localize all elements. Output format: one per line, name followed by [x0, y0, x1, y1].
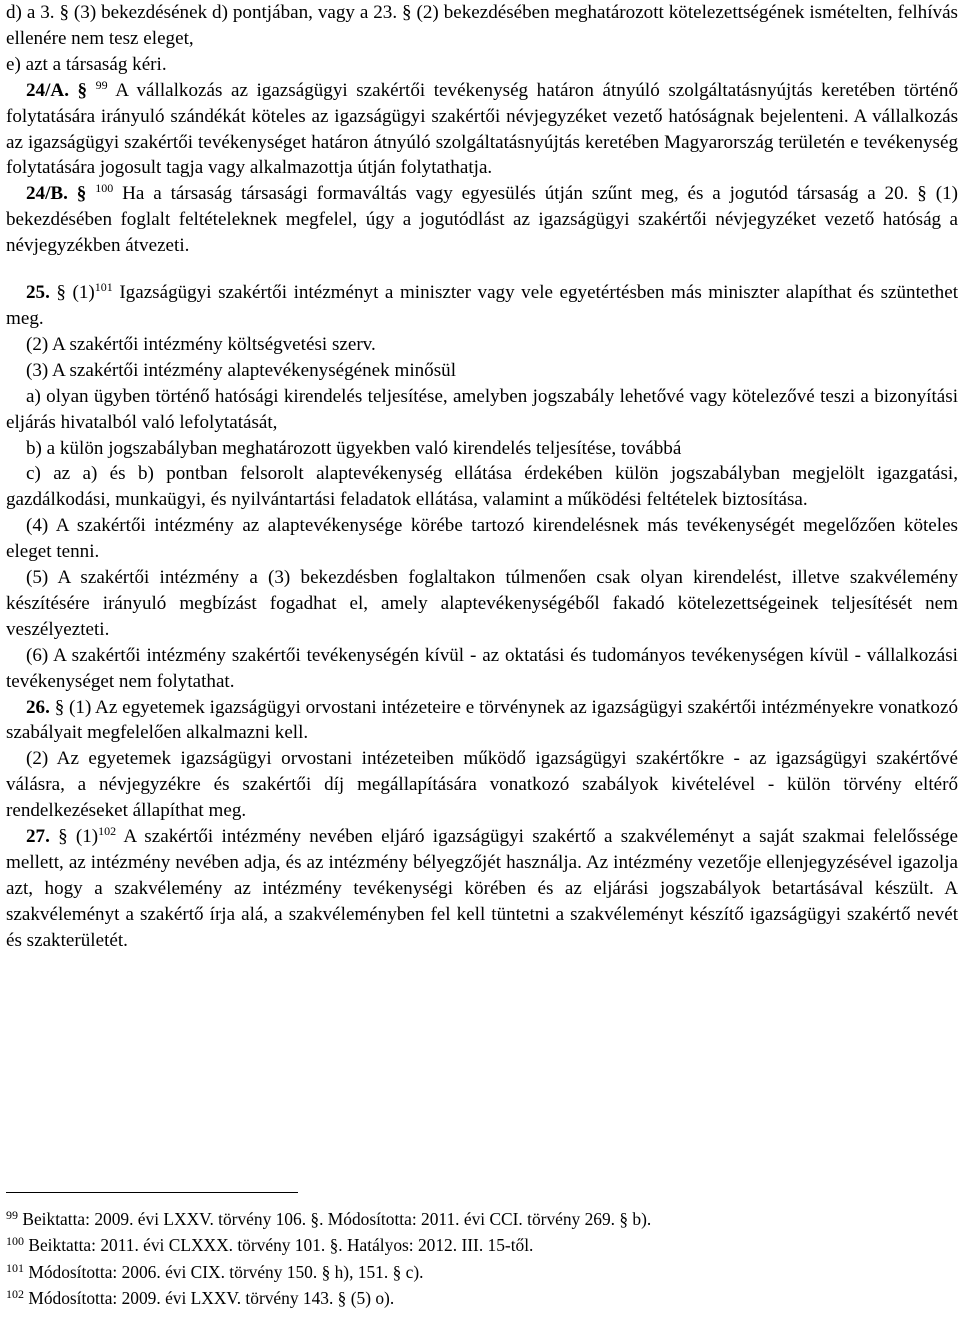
section-sign: §	[77, 79, 88, 101]
footnote-ref-101[interactable]: 101	[94, 280, 113, 295]
footnote-text: Módosította: 2006. évi CIX. törvény 150. § h), 151. § c).	[28, 1261, 424, 1282]
footnote-divider	[6, 1192, 298, 1193]
paragraph-25-3-a	[6, 384, 958, 436]
section-27	[6, 824, 958, 954]
paragraph-26-2	[6, 746, 958, 824]
footnote-99	[6, 1206, 946, 1232]
paragraph-text: (2) A szakértői intézmény költségvetési szerv.	[26, 333, 376, 355]
paragraph-item-e	[6, 52, 958, 78]
subsection-number: (1)	[75, 826, 99, 848]
footnote-number: 101	[6, 1260, 24, 1275]
paragraph-text: A szakértői intézmény nevében eljáró igazságügyi szakértő a szakvéleményt a saját szakmai felelőssége mellett, az intézmény nevében adja, és az intézmény bélyegzőjét használja. Az intézmény vezetője ellenjegyzésével igazolja azt, hogy a szakvélemény az intézmény tevékenységi körében és az eljárási jogszabályok betartásával készült. A szakvéleményt a szakértő írja alá, a szakvéleményben fel kell tüntetni a szakvéleményt készítő igazságügyi szakértő nevét és szakterületét.	[6, 826, 958, 951]
paragraph-text: d) a 3. § (3) bekezdésének d) pontjában, vagy a 23. § (2) bekezdésében meghatározott kötelezettségének ismételten, felhívás ellenére nem tesz eleget,	[6, 2, 958, 49]
footnote-100	[6, 1232, 946, 1258]
paragraph-text: a) olyan ügyben történő hatósági kirendelés teljesítése, amelyben jogszabály lehetővé vagy kötelezővé teszi a bizonyítási eljárás hivatalból való lefolytatását,	[6, 385, 958, 433]
section-24a	[6, 78, 958, 182]
paragraph-25-3-b	[6, 436, 958, 462]
paragraph-text: (6) A szakértői intézmény szakértői tevékenységén kívül - az oktatási és tudományos tevékenységen kívül - vállalkozási tevékenységet nem folytathat.	[6, 644, 958, 692]
footnote-text: Beiktatta: 2011. évi CLXXX. törvény 101. §. Hatályos: 2012. III. 15-től.	[28, 1235, 534, 1256]
section-number: 26.	[26, 696, 50, 718]
footnote-text: Beiktatta: 2009. évi LXXV. törvény 106. §. Módosította: 2011. évi CCI. törvény 269. § b).	[22, 1209, 652, 1229]
footnote-ref-99[interactable]: 99	[95, 77, 108, 92]
section-24b	[6, 181, 958, 259]
section-number: 27.	[26, 826, 50, 848]
paragraph-25-4	[6, 513, 958, 565]
paragraph-25-3	[6, 358, 958, 384]
section-25	[6, 280, 958, 332]
paragraph-25-6	[6, 643, 958, 695]
paragraph-text: (5) A szakértői intézmény a (3) bekezdésben foglaltakon túlmenően csak olyan kirendelést, illetve szakvélemény készítésére irányuló megbízást fogadhat el, amely alaptevékenységéből fakadó kötelezettségeinek teljesítését nem veszélyezteti.	[6, 567, 958, 640]
section-sign: §	[58, 826, 68, 848]
footnote-102	[6, 1285, 946, 1311]
footnote-ref-102[interactable]: 102	[98, 824, 117, 839]
section-sign: §	[56, 282, 66, 304]
footnote-number: 99	[6, 1208, 18, 1222]
document-body	[6, 0, 958, 954]
footnote-ref-100[interactable]: 100	[95, 181, 114, 196]
section-number: 24/B.	[26, 183, 68, 205]
subsection-number: (1)	[72, 282, 95, 304]
footnote-text: Módosította: 2009. évi LXXV. törvény 143. § (5) o).	[28, 1287, 395, 1308]
paragraph-25-5	[6, 565, 958, 643]
paragraph-text: Ha a társaság társasági formaváltás vagy egyesülés útján szűnt meg, és a jogutód társaság a 20. § (1) bekezdésében foglalt feltételeknek megfelel, úgy a jogutódlást az igazságügyi szakértői névjegyzéket vezető hatóság a névjegyzékben átvezeti.	[6, 183, 958, 257]
paragraph-text: (1) Az egyetemek igazságügyi orvostani intézeteire e törvénynek az igazságügyi szakértői intézményekre vonatkozó szabályait megfelelően alkalmazni kell.	[6, 696, 958, 744]
footnote-101	[6, 1259, 946, 1285]
paragraph-text: c) az a) és b) pontban felsorolt alaptevékenység ellátása érdekében külön jogszabályban megjelölt igazgatási, gazdálkodási, munkaügyi, és nyilvántartási feladatok ellátása, valamint a működési feltételek biztosítása.	[6, 463, 958, 511]
paragraph-text: (2) Az egyetemek igazságügyi orvostani intézeteiben működő igazságügyi szakértőkre - az igazságügyi szakértővé válásra, a névjegyzékre és szakértői díj megállapítására vonatkozó szabályok kivételével - külön törvény eltérő rendelkezéseket állapíthat meg.	[6, 748, 958, 822]
paragraph-25-2	[6, 332, 958, 358]
footnote-number: 100	[6, 1234, 24, 1249]
section-26	[6, 695, 958, 747]
footnote-number: 102	[6, 1286, 24, 1301]
paragraph-item-d	[6, 0, 958, 52]
section-number: 25.	[26, 282, 50, 304]
section-sign: §	[54, 696, 65, 718]
section-sign: §	[76, 183, 87, 205]
paragraph-text: (4) A szakértői intézmény az alaptevékenysége körébe tartozó kirendelésnek más tevékenységét megelőzően köteles eleget tenni.	[6, 515, 958, 563]
section-number: 24/A.	[26, 79, 69, 101]
paragraph-text: Igazságügyi szakértői intézményt a miniszter vagy vele egyetértésben más miniszter alapíthat és szüntethet meg.	[6, 282, 959, 329]
paragraph-25-3-c	[6, 461, 958, 513]
paragraph-text: A vállalkozás az igazságügyi szakértői tevékenység határon átnyúló szolgáltatásnyújtás keretében történő folytatására irányuló szándékát köteles az igazságügyi szakértői névjegyzéket vezető hatóságnak bejelenteni. A vállalkozás az igazságügyi szakértői tevékenységet határon átnyúló szolgáltatásnyújtás keretében Magyarország területén e tevékenység folytatására jogosult tagja vagy alkalmazottja útján folytathatja.	[6, 79, 958, 179]
paragraph-text: b) a külön jogszabályban meghatározott ügyekben való kirendelés teljesítése, továbbá	[26, 437, 682, 459]
paragraph-text: (3) A szakértői intézmény alaptevékenységének minősül	[26, 359, 457, 381]
paragraph-text: e) azt a társaság kéri.	[6, 53, 167, 75]
footnotes	[6, 1206, 946, 1311]
